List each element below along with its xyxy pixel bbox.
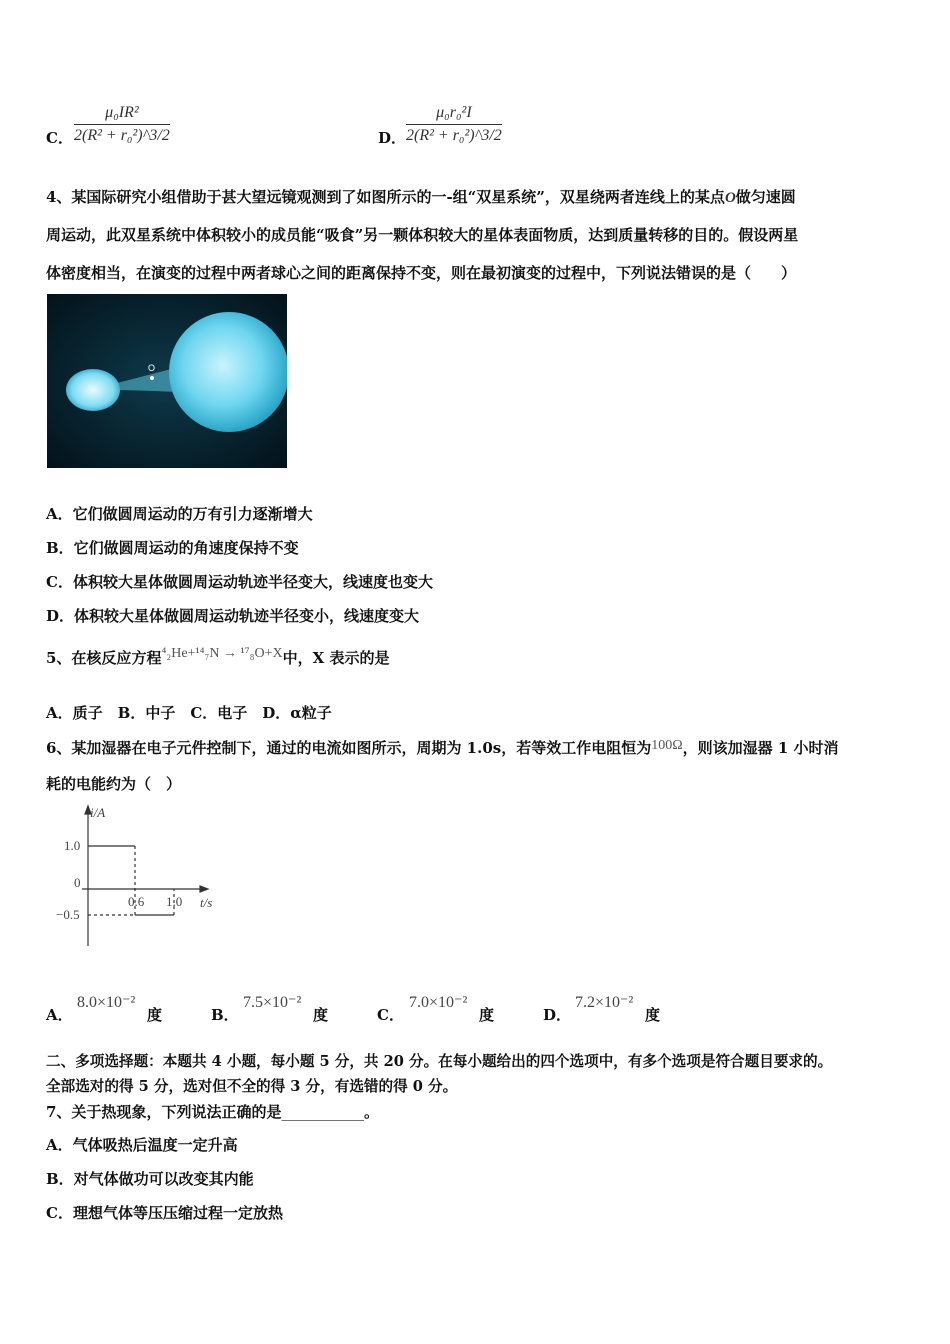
q5-options: A．质子 B．中子 C．电子 D．α粒子 [46, 704, 332, 722]
q4-line3: 体密度相当，在演变的过程中两者球心之间的距离保持不变，则在最初演变的过程中，下列说法错误的是（ ） [46, 264, 797, 282]
y-tick-neg: −0.5 [56, 907, 80, 922]
q6-line1 [46, 737, 839, 758]
option-c-numerator: μ₀IR² [74, 104, 170, 125]
option-d-numerator: μ₀r₀²I [406, 104, 502, 125]
current-graph [52, 803, 227, 953]
q6-line1-a: 6、某加湿器在电子元件控制下，通过的电流如图所示，周期为 1.0s，若等效工作电阻恒为 [46, 739, 652, 757]
q6-line1-b: ，则该加湿器 1 小时消 [682, 739, 839, 757]
q6-option-c-unit: 度 [479, 1006, 495, 1024]
q7-option-b: B．对气体做功可以改变其内能 [46, 1170, 254, 1188]
section2-line1: 二、多项选择题：本题共 4 小题，每小题 5 分，共 20 分。在每小题给出的四个选项中，有多个选项是符合题目要求的。 [46, 1053, 833, 1070]
q5-suffix: 中，X 表示的是 [282, 649, 390, 667]
option-c-label: C． [46, 129, 73, 147]
q6-option-b-unit: 度 [313, 1006, 329, 1024]
q6-option-d-value: 7.2×10⁻² [575, 994, 634, 1011]
q7-blank: ___________ [281, 1103, 364, 1121]
q6-resistance: 100Ω [651, 738, 683, 753]
q6-option-c-label: C． [377, 1006, 404, 1024]
q5-prefix: 5、在核反应方程 [46, 649, 162, 667]
q6-option-b-label: B． [211, 1006, 239, 1024]
y-tick-1: 1.0 [64, 838, 81, 853]
x-axis-label: t/s [200, 895, 213, 910]
q6-option-d-unit: 度 [645, 1006, 661, 1024]
q6-option-d-label: D． [543, 1006, 572, 1024]
section2-line2: 全部选对的得 5 分，选对但不全的得 3 分，有选错的得 0 分。 [46, 1078, 458, 1095]
y-tick-0: 0 [74, 875, 81, 890]
q4-line1-end: 做匀速圆 [735, 188, 796, 206]
q6-option-a-label: A． [46, 1006, 73, 1024]
q4-line2: 周运动，此双星系统中体积较小的成员能“吸食”另一颗体积较大的星体表面物质，达到质量转移的目的。假设两星 [46, 226, 799, 244]
small-star [66, 369, 120, 411]
current-graph-svg [52, 803, 227, 953]
x-tick-1-0: 1.0 [166, 894, 183, 909]
q7-stem-text: 7、关于热现象，下列说法正确的是 [46, 1103, 282, 1121]
q4-option-d: D．体积较大星体做圆周运动轨迹半径变小，线速度变大 [46, 607, 420, 625]
q6-option-a-value: 8.0×10⁻² [77, 994, 136, 1011]
large-star [169, 312, 287, 432]
option-d-formula [406, 104, 502, 145]
q4-line1-text: 4、某国际研究小组借助于甚大望远镜观测到了如图所示的一-组“双星系统”，双星绕两者连线上的某点 [46, 188, 725, 206]
q6-option-a-unit: 度 [147, 1006, 163, 1024]
q4-option-b: B．它们做圆周运动的角速度保持不变 [46, 539, 299, 557]
q6-option-b-value: 7.5×10⁻² [243, 994, 302, 1011]
x-tick-0-6: 0.6 [128, 894, 145, 909]
x-axis-arrow [200, 886, 208, 892]
q7-option-c: C．理想气体等压压缩过程一定放热 [46, 1204, 283, 1222]
option-d-denominator: 2(R² + r₀²)^3/2 [406, 127, 502, 144]
q7-option-a: A．气体吸热后温度一定升高 [46, 1136, 238, 1154]
q4-option-a: A．它们做圆周运动的万有引力逐渐增大 [46, 505, 313, 523]
q4-point-o: O [724, 190, 736, 206]
q6-option-c-value: 7.0×10⁻² [409, 994, 468, 1011]
y-axis-label: i/A [90, 805, 106, 820]
option-c-denominator: 2(R² + r₀²)^3/2 [74, 127, 170, 144]
q6-line2: 耗的电能约为（ ） [46, 775, 182, 793]
binary-star-image [47, 294, 287, 468]
q4-option-c: C．体积较大星体做圆周运动轨迹半径变大，线速度也变大 [46, 573, 433, 591]
q7-end: 。 [363, 1103, 379, 1121]
center-point-label: O [148, 363, 156, 373]
option-d-label: D． [378, 129, 407, 147]
center-point [150, 376, 154, 380]
q4-line1 [46, 186, 796, 207]
option-c-formula [74, 104, 170, 145]
binary-star-svg [47, 294, 287, 468]
q5-stem [46, 647, 389, 668]
q5-equation: ⁴₂He+¹⁴₇N → ¹⁷₈O+X [161, 646, 283, 661]
q7-stem [46, 1101, 379, 1122]
